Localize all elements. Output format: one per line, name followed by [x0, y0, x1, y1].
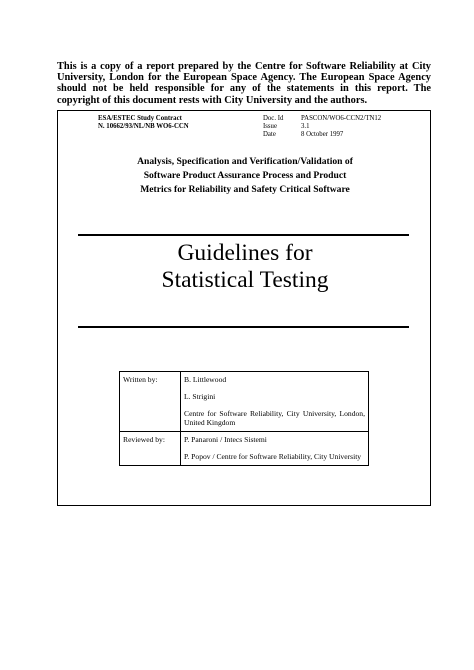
- date-value: 8 October 1997: [301, 131, 344, 138]
- contract-info: [98, 115, 189, 131]
- written-by-row: [120, 372, 369, 432]
- program-title-line-2: Software Product Assurance Process and Product: [143, 170, 347, 181]
- doc-info-row: [263, 123, 381, 131]
- title-rule-top: [78, 234, 409, 236]
- doc-info-row: [263, 131, 381, 139]
- title-rule-bottom: [78, 326, 409, 328]
- reviewed-by-entries: [181, 432, 369, 466]
- contract-line-2: N. 10662/93/NL/NB WO6-CCN: [98, 123, 189, 130]
- cover-frame: [57, 110, 431, 506]
- issue-value: 3.1: [301, 123, 310, 130]
- program-title-line-1: Analysis, Specification and Verification/Validation of: [137, 156, 353, 167]
- issue-label: Issue: [263, 123, 277, 130]
- author-affiliation: Centre for Software Reliability, City University, London, United Kingdom: [184, 409, 365, 427]
- date-label: Date: [263, 131, 276, 138]
- credits-table: [119, 371, 369, 466]
- contract-line-1: ESA/ESTEC Study Contract: [98, 115, 182, 122]
- reviewed-by-row: [120, 432, 369, 466]
- reviewed-by-label: Reviewed by:: [120, 432, 181, 466]
- document-title-line-2: Statistical Testing: [161, 267, 329, 293]
- doc-info: [263, 115, 381, 139]
- document-title-line-1: Guidelines for: [177, 240, 313, 266]
- author-name: B. Littlewood: [184, 375, 227, 384]
- doc-info-row: [263, 115, 381, 123]
- reviewer-entry: P. Panaroni / Intecs Sistemi: [184, 435, 267, 444]
- reviewer-entry: P. Popov / Centre for Software Reliability, City University: [184, 452, 362, 461]
- doc-id-value: PASCON/WO6-CCN2/TN12: [301, 115, 382, 122]
- document-title: [58, 240, 432, 294]
- doc-id-label: Doc. Id: [263, 115, 284, 122]
- copyright-disclaimer: This is a copy of a report prepared by the Centre for Software Reliability at City University, London for the European Space Agency. The European Space Agency should not be held responsible for any of the statements in this report. The copyright of this document rests with City University and the authors.: [57, 61, 431, 106]
- program-title: [78, 155, 412, 197]
- author-name: L. Strigini: [184, 392, 216, 401]
- written-by-entries: [181, 372, 369, 432]
- written-by-label: Written by:: [120, 372, 181, 432]
- program-title-line-3: Metrics for Reliability and Safety Critical Software: [140, 184, 350, 195]
